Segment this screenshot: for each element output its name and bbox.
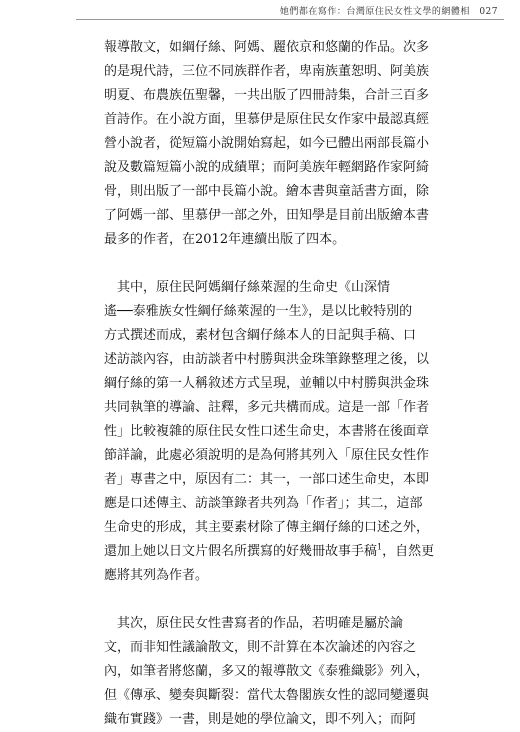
text-line: 其次，原住民女性書寫者的作品，若明確是屬於論 <box>104 616 404 631</box>
text-line: 首詩作。在小說方面，里慕伊是原住民女作家中最認真經 <box>104 112 430 127</box>
paragraph-gap <box>104 252 418 276</box>
header-rule <box>76 19 504 20</box>
text-line: 其中，原住民阿媽綱仔絲萊渥的生命史《山深情 <box>104 280 391 295</box>
text-line: 方式撰述而成，素材包含綱仔絲本人的日記與手稿、口 <box>104 328 417 343</box>
running-header: 她們都在寫作：台灣原住民女性文學的網體相 027 <box>279 7 498 17</box>
text-line: 者」專書之中，原因有二：其一，一部口述生命史，本即 <box>104 472 430 487</box>
text-line: 報導散文，如綱仔絲、阿媽、麗依京和悠蘭的作品。次多 <box>104 40 430 55</box>
text-line: 綱仔絲的第一人稱敘述方式呈現，並輔以中村勝與洪金珠 <box>104 376 430 391</box>
text-line: 內，如筆者將悠蘭，多又的報導散文《泰雅織影》列入， <box>104 664 430 679</box>
text-line-with-footnote <box>104 540 435 564</box>
text-line: 共同執筆的導論、註釋，多元共構而成。這是一部「作者 <box>104 400 430 415</box>
text-line: 的是現代詩，三位不同族群作者，卑南族董恕明、阿美族 <box>104 64 430 79</box>
footnote-marker[interactable]: 1 <box>377 542 383 552</box>
text-line: 營小說者，從短篇小說開始寫起，如今已體出兩部長篇小 <box>104 136 430 151</box>
text-line: 文，而非知性議論散文，則不計算在本次論述的內容之 <box>104 640 417 655</box>
text-line: 節詳論，此處必須說明的是為何將其列入「原住民女性作 <box>104 448 430 463</box>
paragraph-gap <box>104 588 418 612</box>
body-text <box>104 36 435 732</box>
text-line: 生命史的形成，其主要素材除了傳主綱仔絲的口述之外， <box>104 520 430 535</box>
text-line: 說及數篇短篇小說的成績單；而阿美族年輕網路作家阿綺 <box>104 160 430 175</box>
text-segment: 還加上她以日文片假名所撰寫的好幾冊故事手稿 <box>104 544 378 559</box>
text-line: 但《傳承、變奏與斷裂：當代太魯閣族女性的認同變遷與 <box>104 688 430 703</box>
text-line: 性」比較複雜的原住民女性口述生命史，本書將在後面章 <box>104 424 430 439</box>
text-line: 述訪談內容，由訪談者中村勝與洪金珠筆錄整理之後，以 <box>104 352 430 367</box>
text-line: 明夏、布農族伍聖馨，一共出版了四冊詩集，合計三百多 <box>104 88 430 103</box>
text-line: 骨，則出版了一部中長篇小說。繪本書與童話書方面，除 <box>104 184 430 199</box>
text-line: 應是口述傳主、訪談筆錄者共列為「作者」；其二，這部 <box>104 496 423 511</box>
text-line: 遙──泰雅族女性綱仔絲萊渥的一生》，是以比較特別的 <box>104 304 413 319</box>
text-line: 最多的作者，在2012年連續出版了四本。 <box>104 232 346 247</box>
text-line: 了阿媽一部、里慕伊一部之外，田知學是目前出版繪本書 <box>104 208 430 223</box>
text-line: 應將其列為作者。 <box>104 568 209 583</box>
text-segment: ，自然更 <box>382 544 435 559</box>
text-line: 織布實踐》一書，則是她的學位論文，即不列入；而阿 <box>104 712 417 727</box>
